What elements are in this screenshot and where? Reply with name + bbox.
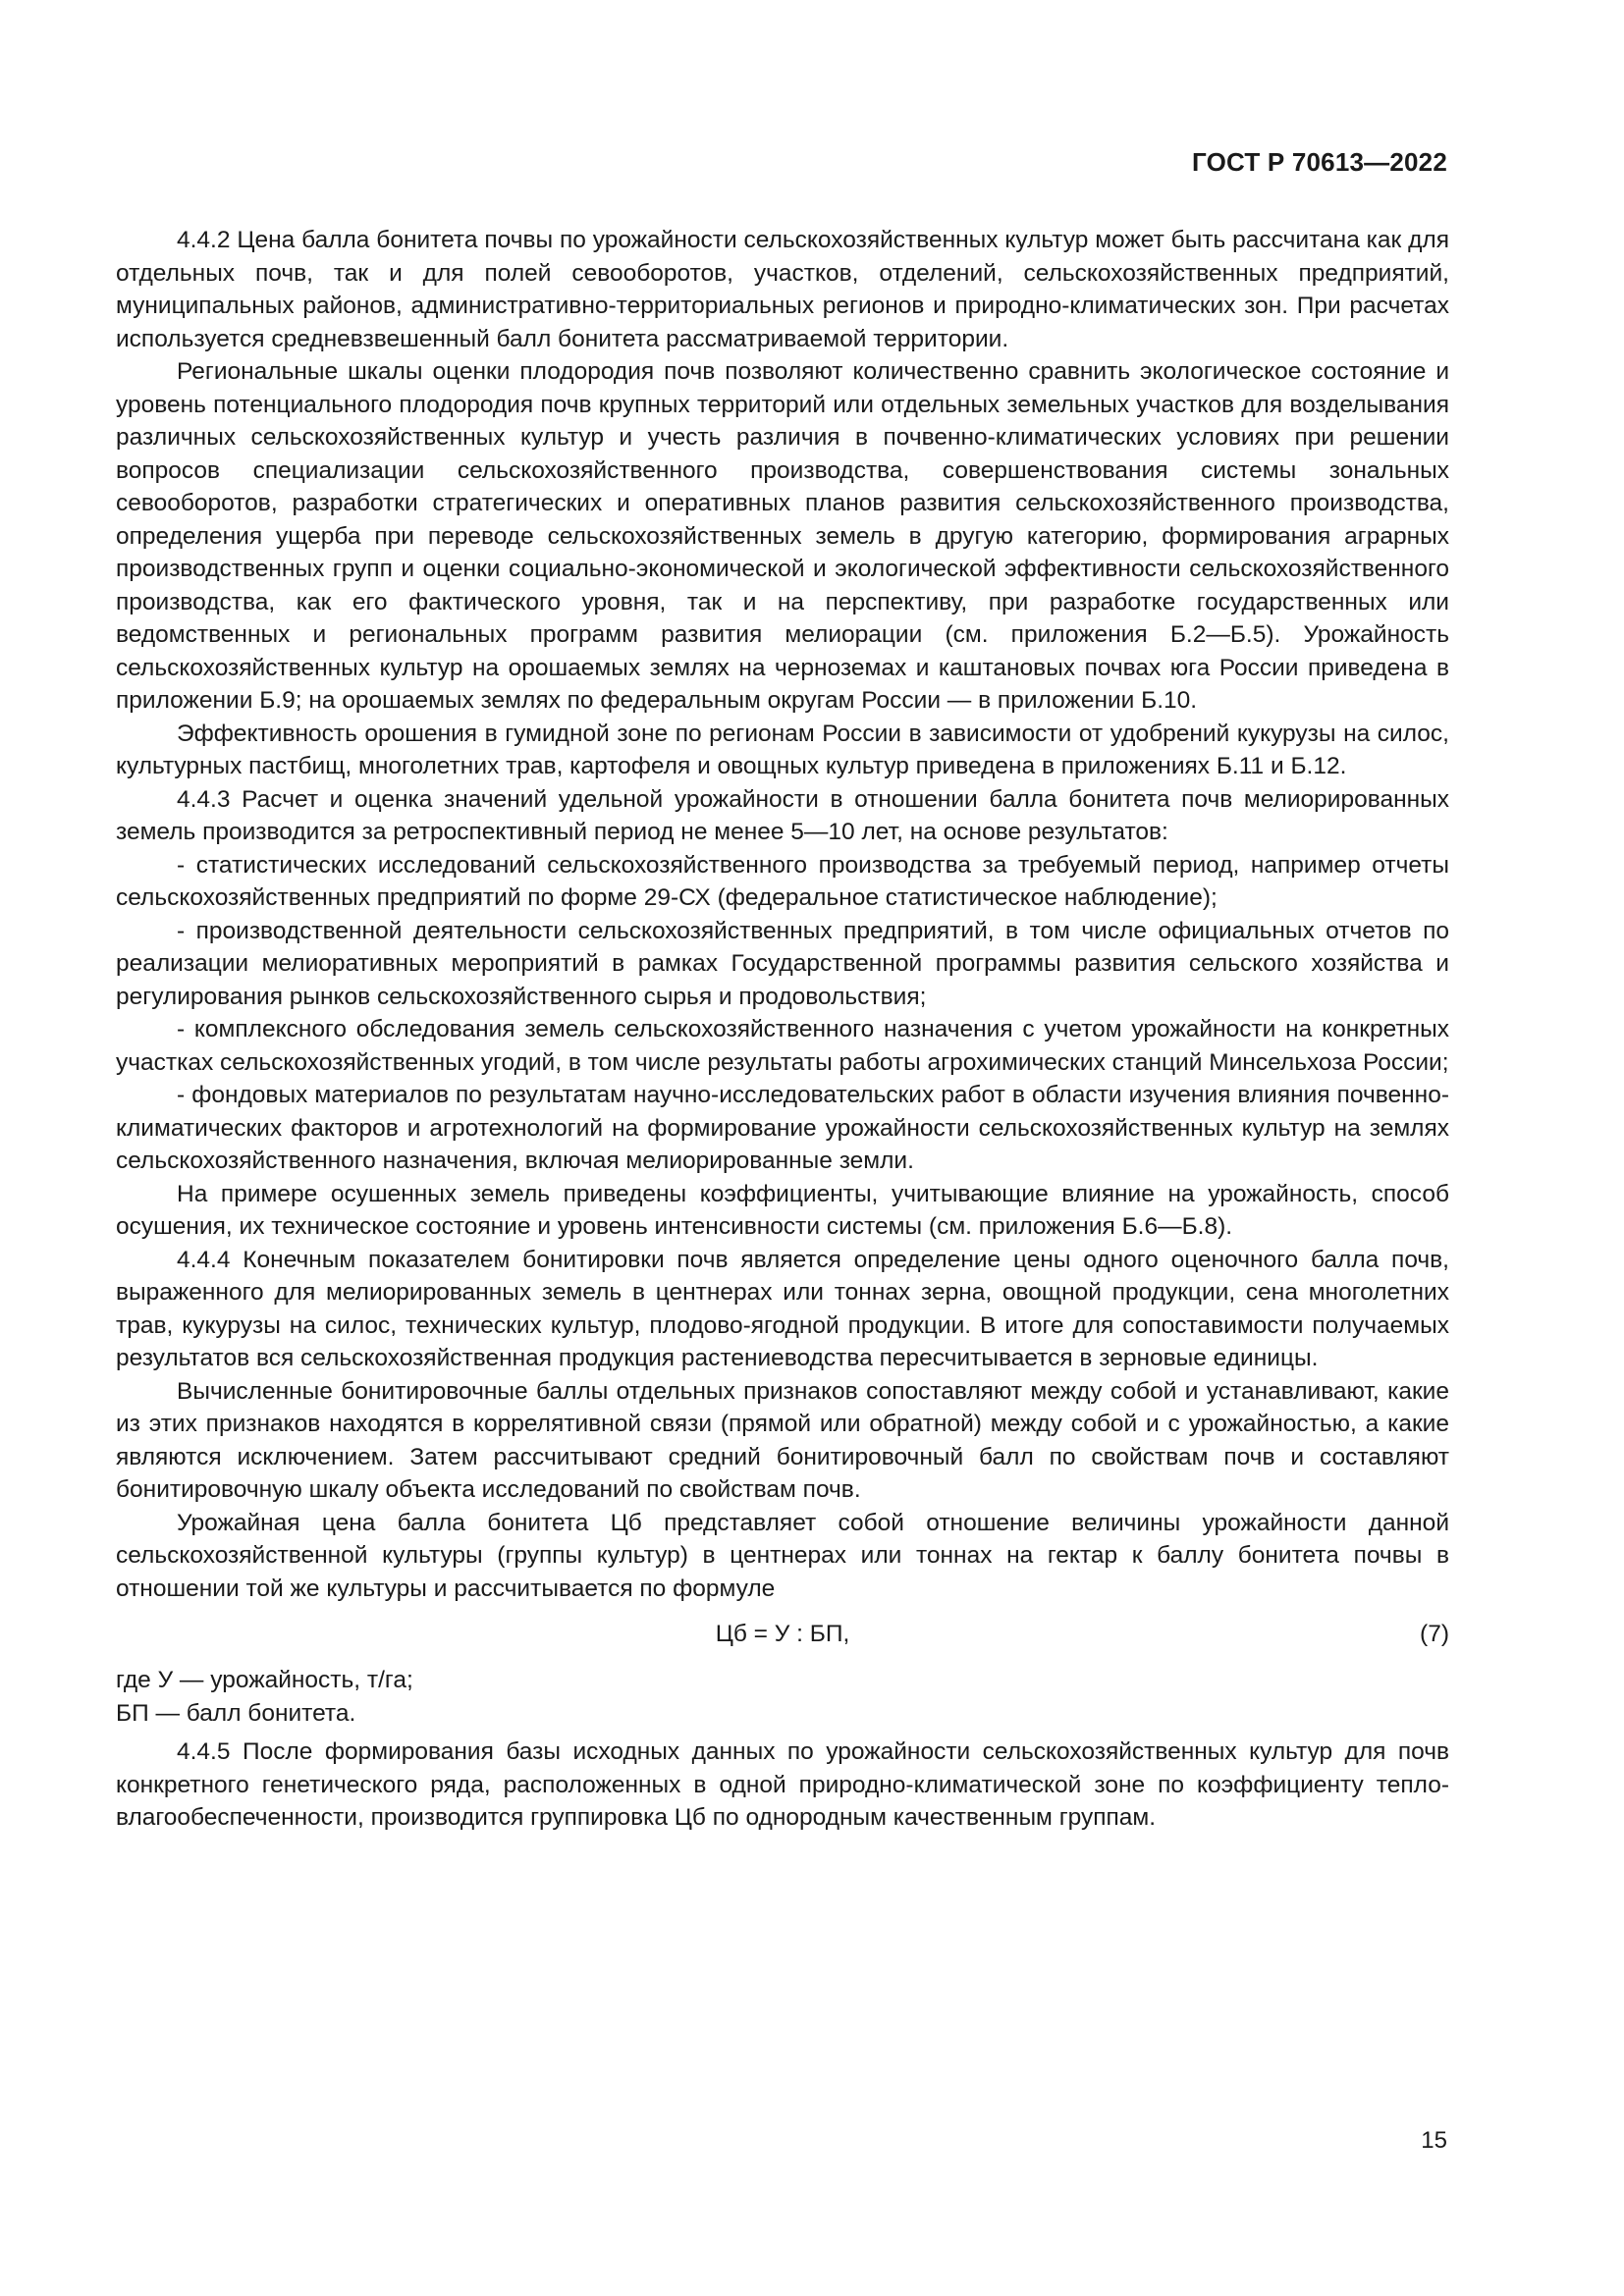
list-item-survey: - комплексного обследования земель сельскохозяйственного назначения с учетом урожайности на конкретных участках сельскохозяйственных угодий, в том числе результаты работы агрохимических станций Минсельхоза России; (116, 1016, 1449, 1076)
list-item-statistics: - статистических исследований сельскохозяйственного производства за требуемый период, например отчеты сельскохозяйственных предприятий по форме 29-СХ (федеральное статистическое наблюдение); (116, 851, 1449, 911)
list-item-production: - производственной деятельности сельскохозяйственных предприятий, в том числе официальных отчетов по реализации мелиоративных мероприятий в рамках Государственной программы развития сельского хозяйства и регулирования рынков сельскохозяйственного сырья и продовольствия; (116, 917, 1449, 1010)
formula-expression: Цб = У : БП, (715, 1621, 850, 1647)
document-code-header: ГОСТ Р 70613—2022 (1192, 147, 1447, 177)
formula-number: (7) (1420, 1621, 1449, 1647)
list-item-fund-materials: - фондовых материалов по результатам научно-исследовательских работ в области изучения влияния почвенно-климатических факторов и агротехнологий на формирование урожайности сельскохозяйственных культур на землях сельскохозяйственного назначения, включая мелиорированные земли. (116, 1082, 1449, 1174)
where-line-score: БП — балл бонитета. (116, 1699, 356, 1727)
where-line-yield: где У — урожайность, т/га; (116, 1667, 413, 1693)
paragraph-4-4-3: 4.4.3 Расчет и оценка значений удельной урожайности в отношении балла бонитета почв мелиорированных земель производится за ретроспективный период не менее 5—10 лет, на основе результатов: (116, 785, 1449, 845)
document-body (116, 224, 1449, 1835)
formula-7 (116, 1613, 1449, 1656)
paragraph-irrigation-efficiency: Эффективность орошения в гумидной зоне по регионам России в зависимости от удобрений кукурузы на силос, культурных пастбищ, многолетних трав, картофеля и овощных культур приведена в приложениях Б.11 и Б.12. (116, 720, 1449, 779)
paragraph-4-4-4: 4.4.4 Конечным показателем бонитировки почв является определение цены одного оценочного балла почв, выраженного для мелиорированных земель в центнерах или тоннах зерна, овощной продукции, сена многолетних трав, кукурузы на силос, технических культур, плодово-ягодной продукции. В итоге для сопоставимости получаемых результатов вся сельскохозяйственная продукция растениеводства пересчитывается в зерновые единицы. (116, 1246, 1449, 1371)
paragraph-4-4-5: 4.4.5 После формирования базы исходных данных по урожайности сельскохозяйственных культур для почв конкретного генетического ряда, расположенных в одной природно-климатической зоне по коэффициенту тепло-влагообеспеченности, производится группировка Цб по однородным качественным группам. (116, 1738, 1449, 1831)
paragraph-4-4-2: 4.4.2 Цена балла бонитета почвы по урожайности сельскохозяйственных культур может быть рассчитана как для отдельных почв, так и для полей севооборотов, участков, отделений, сельскохозяйственных предприятий, муниципальных районов, административно-территориальных регионов и природно-климатических зон. При расчетах используется средневзвешенный балл бонитета рассматриваемой территории. (116, 227, 1449, 352)
page-number: 15 (1421, 2127, 1447, 2154)
paragraph-computed-scores: Вычисленные бонитировочные баллы отдельных признаков сопоставляют между собой и устанавливают, какие из этих признаков находятся в коррелятивной связи (прямой или обратной) между собой и с урожайностью, а какие являются исключением. Затем рассчитывают средний бонитировочный балл по свойствам почв и составляют бонитировочную шкалу объекта исследований по свойствам почв. (116, 1377, 1449, 1503)
paragraph-drained-lands: На примере осушенных земель приведены коэффициенты, учитывающие влияние на урожайность, способ осушения, их техническое состояние и уровень интенсивности системы (см. приложения Б.6—Б.8). (116, 1180, 1449, 1240)
paragraph-regional-scales: Региональные шкалы оценки плодородия почв позволяют количественно сравнить экологическое состояние и уровень потенциального плодородия почв крупных территорий или отдельных земельных участков для возделывания различных сельскохозяйственных культур и учесть различия в почвенно-климатических условиях при решении вопросов специализации сельскохозяйственного производства, совершенствования системы зональных севооборотов, разработки стратегических и оперативных планов развития сельскохозяйственного производства, определения ущерба при переводе сельскохозяйственных земель в другую категорию, формирования аграрных производственных групп и оценки социально-экономической и экологической эффективности сельскохозяйственного производства, как его фактического уровня, так и на перспективу, при разработке государственных или ведомственных и региональных программ развития мелиорации (см. приложения Б.2—Б.5). Урожайность сельскохозяйственных культур на орошаемых землях на черноземах и каштановых почвах юга России приведена в приложении Б.9; на орошаемых землях по федеральным округам России — в приложении Б.10. (116, 358, 1449, 714)
paragraph-yield-price: Урожайная цена балла бонитета Цб представляет собой отношение величины урожайности данной сельскохозяйственной культуры (группы культур) в центнерах или тоннах на гектар к баллу бонитета почвы в отношении той же культуры и рассчитывается по формуле (116, 1509, 1449, 1602)
